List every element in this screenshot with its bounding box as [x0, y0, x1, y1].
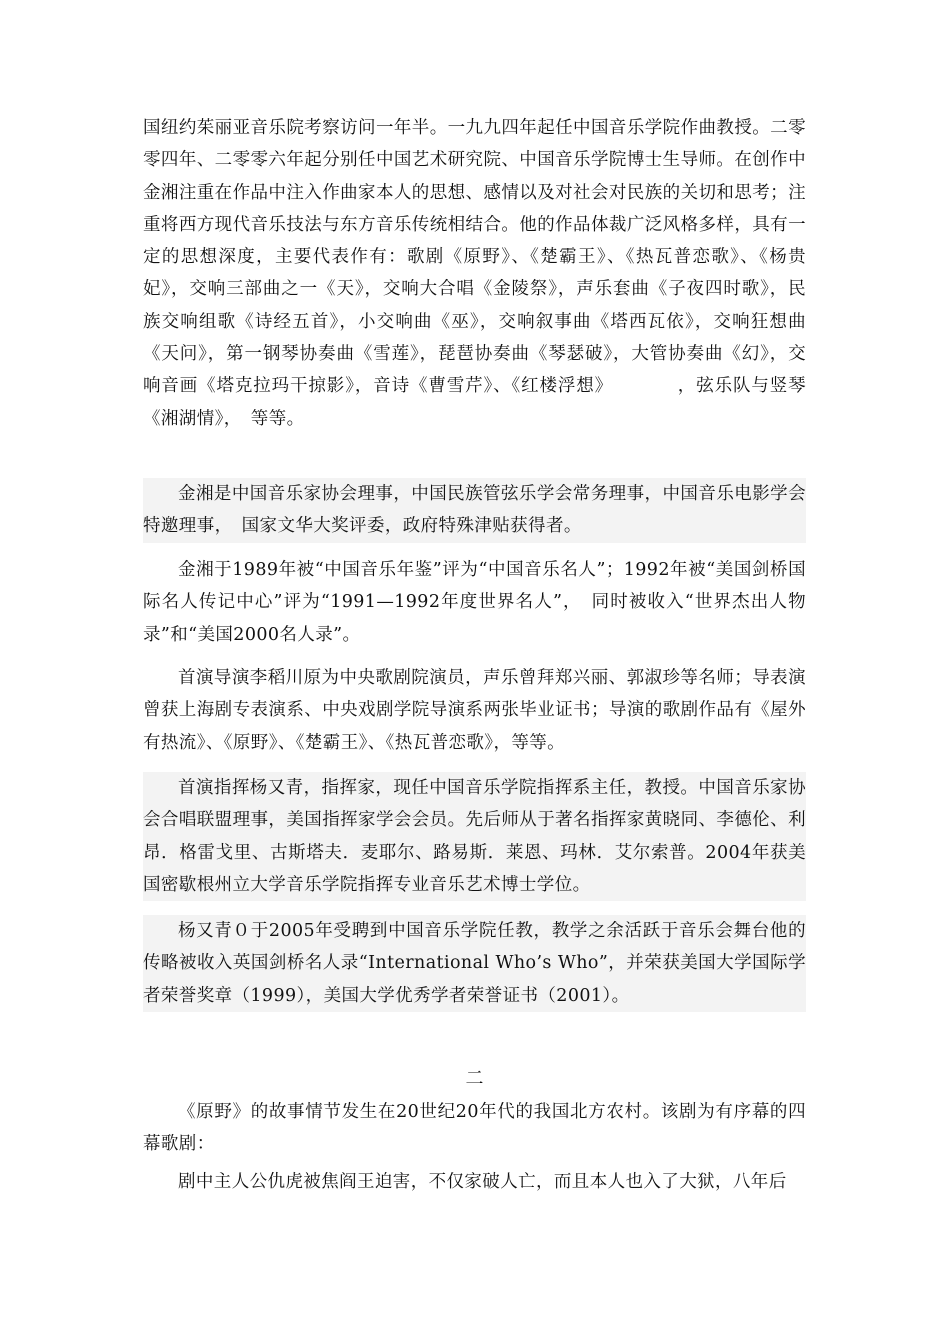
paragraph-conductor-yang-youqing: 首演指挥杨又青，指挥家，现任中国音乐学院指挥系主任，教授。中国音乐家协会合唱联盟理事，美国指挥家学会会员。先后师从于著名指挥家黄晓同、李德伦、利昂．格雷戈里、古斯塔夫．麦耶尔、路易斯．莱恩、玛林．艾尔索普。2004年获美国密歇根州立大学音乐学院指挥专业音乐艺术博士学位。: [143, 772, 806, 901]
paragraph-yuanye-setting: 《原野》的故事情节发生在20世纪20年代的我国北方农村。该剧为有序幕的四幕歌剧：: [143, 1102, 806, 1155]
paragraph-director-li-daochuan: 首演导演李稻川原为中央歌剧院演员，声乐曾拜郑兴丽、郭淑珍等名师；导表演曾获上海剧专表演系、中央戏剧学院导演系两张毕业证书；导演的歌剧作品有《屋外有热流》、《原野》、《楚霸王》、《热瓦普恋歌》，等等。: [143, 668, 806, 753]
paragraph-jin-xiang-memberships: 金湘是中国音乐家协会理事，中国民族管弦乐学会常务理事，中国音乐电影学会特邀理事， 国家文华大奖评委，政府特殊津贴获得者。: [143, 478, 806, 543]
section-heading: 二: [465, 1068, 484, 1089]
paragraph-yuanye-plot: 剧中主人公仇虎被焦阎王迫害，不仅家破人亡，而且本人也入了大狱，八年后: [178, 1172, 787, 1192]
paragraph-jin-xiang-honors: 金湘于1989年被“中国音乐年鉴”评为“中国音乐名人”；1992年被“美国剑桥国际名人传记中心”评为“1991—1992年度世界名人”， 同时被收入“世界杰出人物录”和“美国2000名人录”。: [143, 560, 806, 645]
paragraph-jin-xiang-biography: 国纽约茱丽亚音乐院考察访问一年半。一九九四年起任中国音乐学院作曲教授。二零零四年、二零零六年起分别任中国艺术研究院、中国音乐学院博士生导师。在创作中金湘注重在作品中注入作曲家本人的思想、感情以及对社会对民族的关切和思考；注重将西方现代音乐技法与东方音乐传统相结合。他的作品体裁广泛风格多样，具有一定的思想深度，主要代表作有：歌剧《原野》、《楚霸王》、《热瓦普恋歌》、《杨贵妃》，交响三部曲之一《天》，交响大合唱《金陵祭》，声乐套曲《子夜四时歌》，民族交响组歌《诗经五首》，小交响曲《巫》，交响叙事曲《塔西瓦依》，交响狂想曲《天问》，第一钢琴协奏曲《雪莲》，琵琶协奏曲《琴瑟破》，大管协奏曲《幻》，交响音画《塔克拉玛干掠影》，音诗《曹雪芹》、《红楼浮想》 ，弦乐队与竖琴《湘湖情》， 等等。: [143, 118, 806, 429]
paragraph-yang-youqing-awards: 杨又青０于2005年受聘到中国音乐学院任教，教学之余活跃于音乐会舞台他的传略被收入英国剑桥名人录“International Who’s Who”，并荣获美国大学国际学者荣誉奖章（1999），美国大学优秀学者荣誉证书（2001）。: [143, 915, 806, 1012]
